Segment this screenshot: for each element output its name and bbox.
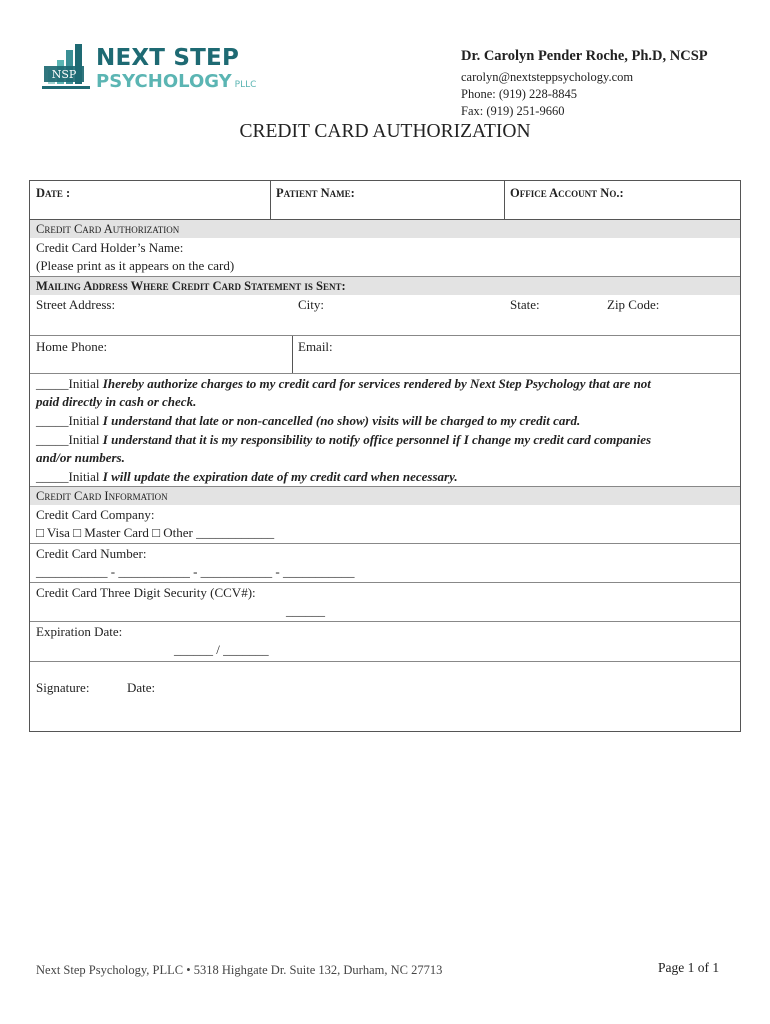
holder-name-label: Credit Card Holder’s Name: xyxy=(36,240,184,255)
auth-heading-row xyxy=(30,219,740,238)
card-company-options: □ Visa □ Master Card □ Other ____________ xyxy=(36,525,275,540)
contact-email: carolyn@nextsteppsychology.com xyxy=(461,70,634,84)
info-heading-row xyxy=(30,486,740,505)
initial-line-1: _____Initial Ihereby authorize charges to my credit card for services rendered by Next Step Psychology that are not xyxy=(36,376,651,391)
mailing-heading: Mailing Address Where Credit Card Statement is Sent: xyxy=(36,279,346,293)
ccv-blank: ______ xyxy=(286,603,325,618)
zip-code-label: Zip Code: xyxy=(607,297,660,312)
card-number-label: Credit Card Number: xyxy=(36,546,147,561)
authorization-form xyxy=(29,180,741,732)
office-account-label: Office Account No.: xyxy=(510,186,624,200)
street-address-label: Street Address: xyxy=(36,297,116,312)
state-label: State: xyxy=(510,297,540,312)
logo-suffix: PLLC xyxy=(234,80,257,90)
card-number-blank: ___________ - ___________ - ___________ - ___________ xyxy=(36,564,355,579)
phone-email-row xyxy=(30,335,740,373)
logo-line2: PSYCHOLOGY PLLC xyxy=(96,71,257,92)
expiration-label: Expiration Date: xyxy=(36,624,123,639)
initial-line-3-cont: and/or numbers. xyxy=(36,450,125,465)
initial-line-3: _____Initial I understand that it is my responsibility to notify office personnel if I change my credit card companies xyxy=(36,432,652,447)
card-number-row xyxy=(30,543,740,582)
email-label: Email: xyxy=(298,339,333,354)
doctor-name: Dr. Carolyn Pender Roche, Ph.D, NCSP xyxy=(461,48,708,64)
contact-phone: Phone: (919) 228-8845 xyxy=(461,87,577,101)
logo-line1: NEXT STEP xyxy=(96,45,240,71)
expiration-blank: ______ / _______ xyxy=(174,642,269,657)
initial-line-1-cont: paid directly in cash or check. xyxy=(36,394,197,409)
address-row xyxy=(30,295,740,335)
mailing-heading-row xyxy=(30,276,740,295)
initial-line-4: _____Initial I will update the expiration date of my credit card when necessary. xyxy=(36,469,458,484)
initials-block xyxy=(30,373,740,486)
expiration-row xyxy=(30,621,740,661)
ccv-label: Credit Card Three Digit Security (CCV#): xyxy=(36,585,256,600)
patient-name-label: Patient Name: xyxy=(276,186,355,200)
date-label: Date : xyxy=(36,186,71,200)
signature-date-label: Date: xyxy=(127,680,156,695)
signature-row xyxy=(30,661,740,731)
city-label: City: xyxy=(298,297,325,312)
page-title: CREDIT CARD AUTHORIZATION xyxy=(239,121,531,142)
auth-heading: Credit Card Authorization xyxy=(36,222,180,236)
ccv-row xyxy=(30,582,740,621)
page-number: Page 1 of 1 xyxy=(658,960,720,975)
card-company-label: Credit Card Company: xyxy=(36,507,155,522)
header-row xyxy=(30,181,740,219)
company-logo xyxy=(38,44,268,94)
footer-address: Next Step Psychology, PLLC • 5318 Highgate Dr. Suite 132, Durham, NC 27713 xyxy=(36,963,443,977)
holder-name-note: (Please print as it appears on the card) xyxy=(36,258,235,273)
holder-row xyxy=(30,238,740,276)
contact-fax: Fax: (919) 251-9660 xyxy=(461,104,565,118)
info-heading: Credit Card Information xyxy=(36,489,168,503)
contact-block xyxy=(461,48,708,120)
company-row xyxy=(30,505,740,543)
initial-line-2: _____Initial I understand that late or non-cancelled (no show) visits will be charged to my credit card. xyxy=(36,413,581,428)
signature-label: Signature: xyxy=(36,680,90,695)
logo-mark-icon xyxy=(38,44,94,92)
home-phone-label: Home Phone: xyxy=(36,339,108,354)
svg-text:NSP: NSP xyxy=(51,68,77,81)
